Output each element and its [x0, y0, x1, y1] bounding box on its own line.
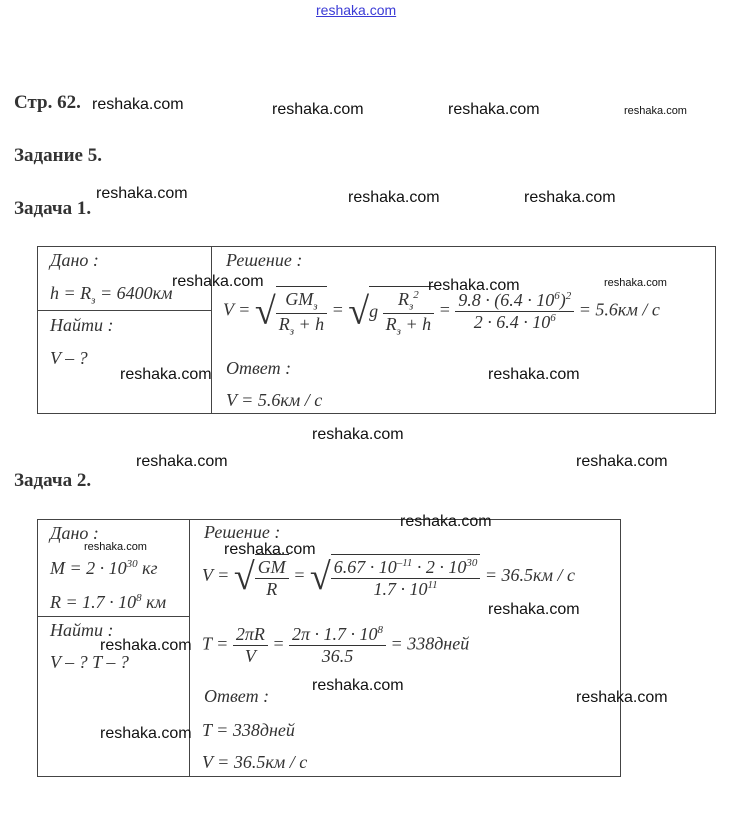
problem2-given-mass: $M = 2 \cdot 10^{30}$ кг [50, 558, 158, 578]
problem1-divider [211, 246, 212, 413]
problem1-answer-label: Ответ : [226, 358, 292, 378]
page-heading: Стр. 62. [14, 92, 81, 113]
problem2-given-radius: $R = 1.7 \cdot 10^8$ км [50, 592, 167, 612]
problem1-formula: V = √ $\frac{GM_з}{R_з + h}$ = √g $\frac{R_з^2}{R_з + h}$ = $\frac{9.8 \cdot (6.4 \cdot 10^6)^2}{2 \cdot 6.4 \cdot 10^6}$ = 5.6км / с [223, 286, 660, 337]
problem2-answer-velocity: V = 36.5км / с [202, 752, 308, 772]
problem2-given-divider [37, 616, 189, 617]
watermark: reshaka.com [100, 637, 192, 654]
watermark: reshaka.com [84, 541, 147, 553]
site-link[interactable]: reshaka.com [316, 2, 397, 18]
watermark: reshaka.com [136, 453, 228, 470]
problem1-find-label: Найти : [50, 315, 114, 335]
problem2-dano-label: Дано : [50, 523, 99, 543]
problem1-find: V – ? [50, 348, 88, 368]
task-heading: Задание 5. [14, 145, 102, 166]
watermark: reshaka.com [120, 366, 212, 383]
watermark: reshaka.com [488, 601, 580, 618]
watermark: reshaka.com [624, 105, 687, 117]
watermark: reshaka.com [224, 541, 316, 558]
watermark: reshaka.com [312, 426, 404, 443]
watermark: reshaka.com [576, 689, 668, 706]
problem2-find-label: Найти : [50, 620, 114, 640]
watermark: reshaka.com [428, 277, 520, 294]
watermark: reshaka.com [604, 277, 667, 289]
problem2-formula-velocity: V = √ $\frac{GM}{R}$ = √ $\frac{6.67 \cdot 10^{-11} \cdot 2 \cdot 10^{30}}{1.7 \cdot 10^{11}}$ = 36.5км / с [202, 556, 575, 599]
problem2-solution-label: Решение : [204, 522, 281, 542]
watermark: reshaka.com [96, 185, 188, 202]
problem1-given: $h = R_з = 6400км$ [50, 283, 173, 307]
problem2-answer-label: Ответ : [204, 686, 270, 706]
watermark: reshaka.com [272, 101, 364, 118]
watermark: reshaka.com [100, 725, 192, 742]
watermark: reshaka.com [488, 366, 580, 383]
problem1-heading: Задача 1. [14, 198, 92, 219]
problem2-heading: Задача 2. [14, 470, 92, 491]
problem1-dano-label: Дано : [50, 250, 99, 270]
problem1-given-divider [37, 310, 211, 311]
watermark: reshaka.com [576, 453, 668, 470]
watermark: reshaka.com [400, 513, 492, 530]
watermark: reshaka.com [312, 677, 404, 694]
watermark: reshaka.com [348, 189, 440, 206]
problem2-answer-period: T = 338дней [202, 720, 295, 740]
watermark: reshaka.com [448, 101, 540, 118]
problem1-solution-label: Решение : [226, 250, 303, 270]
problem2-find: V – ? T – ? [50, 652, 129, 672]
watermark: reshaka.com [172, 273, 264, 290]
watermark: reshaka.com [524, 189, 616, 206]
watermark: reshaka.com [92, 96, 184, 113]
problem1-answer: V = 5.6км / с [226, 390, 323, 410]
problem2-formula-period: T = $\frac{2\pi R}{V}$ = $\frac{2\pi \cdot 1.7 \cdot 10^8}{36.5}$ = 338дней [202, 624, 470, 666]
